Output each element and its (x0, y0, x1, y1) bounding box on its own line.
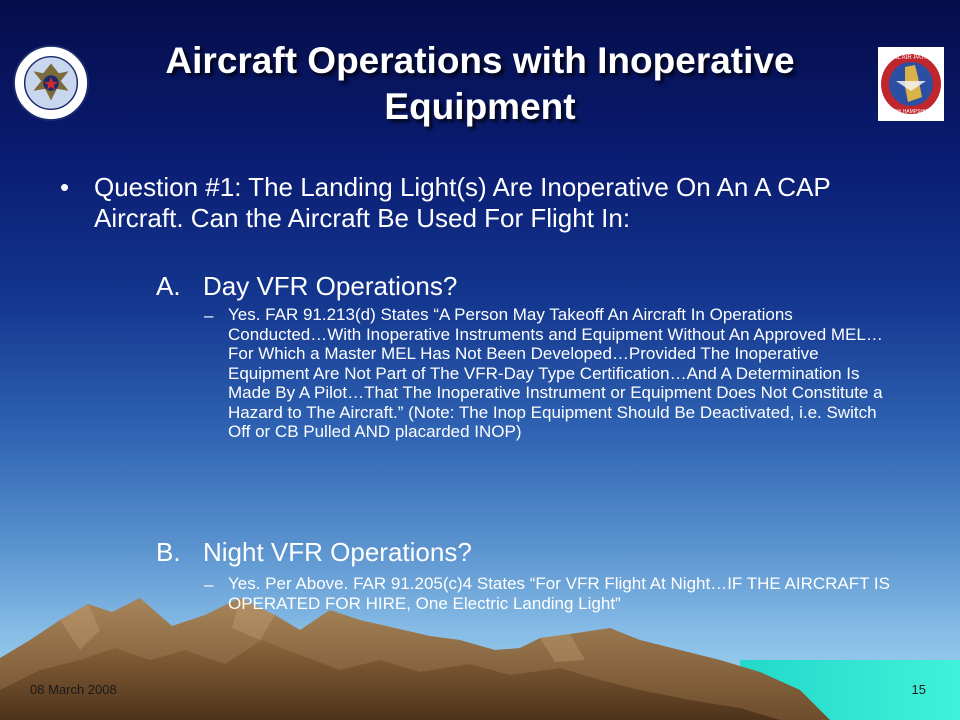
option-b-label: Night VFR Operations? (203, 537, 472, 567)
bullet-icon: • (60, 172, 70, 202)
civil-air-patrol-new-hampshire-badge-icon (878, 47, 944, 121)
option-a-label: Day VFR Operations? (203, 271, 458, 301)
question-text: Question #1: The Landing Light(s) Are Inoperative On An A CAP Aircraft. Can the Aircraft Be Used For Flight In: (94, 172, 831, 233)
badge-text-top: CIVIL AIR PATROL (885, 55, 937, 61)
option-a-letter: A. (156, 271, 181, 301)
us-air-force-auxiliary-seal-icon (12, 44, 90, 122)
option-b (156, 537, 856, 569)
dash-icon: – (204, 306, 214, 325)
dash-icon: – (204, 575, 214, 594)
option-b-letter: B. (156, 537, 181, 567)
option-a (156, 271, 856, 303)
answer-b: Yes. Per Above. FAR 91.205(c)4 States “For VFR Flight At Night…IF THE AIRCRAFT IS OPERATED FOR HIRE, One Electric Landing Light” (228, 574, 890, 613)
slide-title: Aircraft Operations with Inoperative Equipment (165, 40, 795, 127)
badge-text-bottom: NEW HAMPSHIRE (889, 109, 933, 115)
footer-date: 08 March 2008 (30, 682, 117, 697)
page-number: 15 (911, 682, 926, 697)
answer-a: Yes. FAR 91.213(d) States “A Person May Takeoff An Aircraft In Operations Conducted…With Inoperative Instruments and Equipment Without An Approved MEL…For Which a Master MEL Has Not Been Developed…Provided The Inoperative Equipment Are Not Part of The VFR-Day Type Certification…And A Determination Is Made By A Pilot…That The Inoperative Instrument or Equipment Does Not Constitute a Hazard to The Aircraft.” (Note: The Inop Equipment Should Be Deactivated, i.e. Switch Off or CB Pulled AND placarded INOP) (228, 305, 883, 441)
